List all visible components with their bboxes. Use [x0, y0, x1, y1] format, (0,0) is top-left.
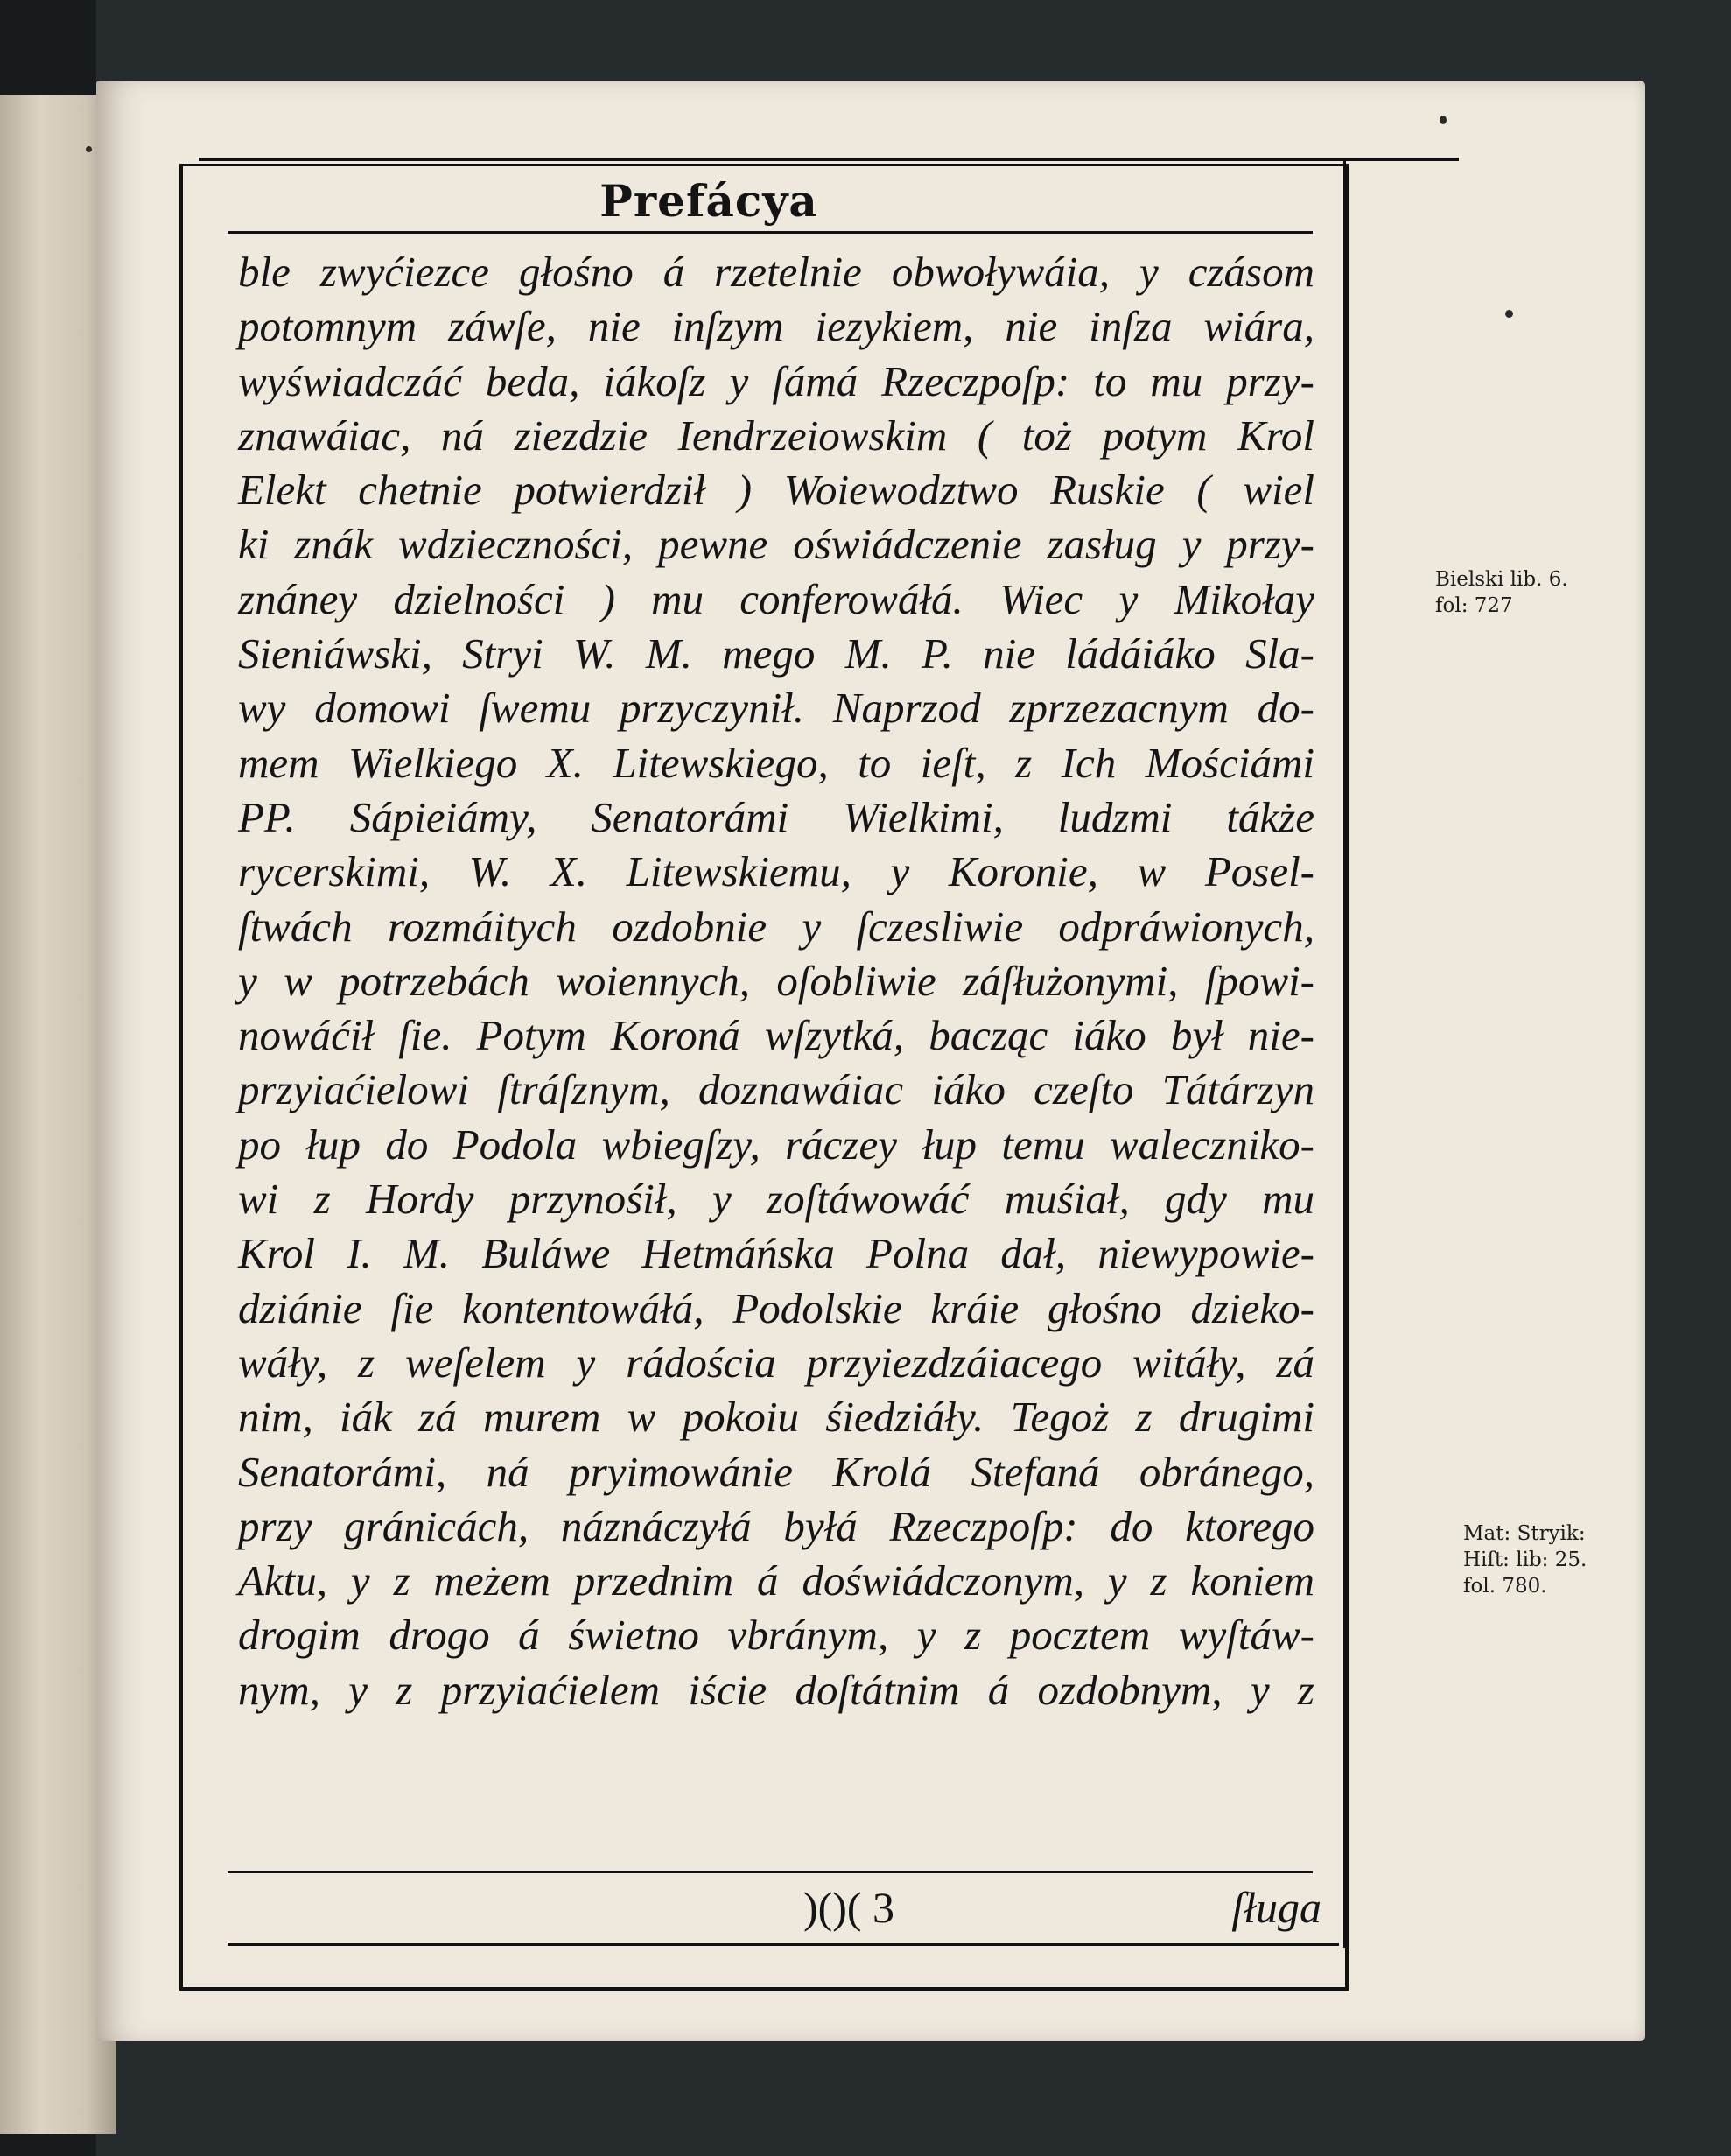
text-line: przyiaćielowi ſtráſznym, doznawáiac iáko czeſto Tátárzyn	[238, 1065, 1314, 1114]
text-line: Senatorámi, ná pryimowánie Krolá Stefaná obránego,	[238, 1447, 1314, 1496]
head-rule	[228, 231, 1313, 234]
text-line: nowáćił ſie. Potym Koroná wſzytká, bacząc iáko był nie-	[238, 1011, 1314, 1060]
text-line: wyświadczáć beda, iákoſz y ſámá Rzeczpoſp: to mu przy-	[238, 356, 1314, 405]
text-line: rycerskimi, W. X. Litewskiemu, y Koronie, w Posel-	[238, 847, 1314, 896]
foot-rule	[228, 1871, 1313, 1873]
text-line: potomnym záwſe, nie inſzym iezykiem, nie inſza wiára,	[238, 302, 1314, 351]
text-line: Krol I. M. Buláwe Hetmáńska Polna dał, niewypowie-	[238, 1229, 1314, 1278]
text-line: znawáiac, ná ziezdzie Iendrzeiowskim ( toż potym Krol	[238, 411, 1314, 460]
text-line: przy gránicách, náznáczyłá byłá Rzeczpoſp: do ktorego	[238, 1501, 1314, 1550]
marginal-note-line: Hiſt: lib: 25.	[1463, 1549, 1587, 1571]
running-head: Prefácya	[599, 175, 818, 227]
body-text	[238, 245, 1314, 1717]
text-line: y w potrzebách woiennych, oſobliwie záſłużonymi, ſpowi-	[238, 956, 1314, 1005]
paper-speck	[1440, 116, 1447, 124]
header-rule	[199, 158, 1459, 161]
marginal-note-line: fol: 727	[1435, 594, 1513, 617]
margin-rule	[1343, 158, 1346, 1948]
text-line: ſtwách rozmáitych ozdobnie y ſczesliwie odpráwionych,	[238, 902, 1314, 951]
text-line: nym, y z przyiaćielem iście doſtátnim á ozdobnym, y z	[238, 1665, 1314, 1714]
paper-speck	[86, 146, 92, 152]
marginal-note-bielski	[1435, 566, 1610, 619]
signature-mark: )()( 3	[802, 1883, 895, 1932]
marginal-note-stryjkowski	[1463, 1520, 1638, 1599]
text-line: znáney dzielności ) mu conferowáłá. Wiec y Mikołay	[238, 574, 1314, 623]
text-line: mem Wielkiego X. Litewskiego, to ieſt, z Ich Mościámi	[238, 738, 1314, 787]
marginal-note-line: Mat: Stryik:	[1463, 1522, 1586, 1545]
text-line: drogim drogo á świetno vbránym, y z pocztem wyſtáw-	[238, 1611, 1314, 1660]
book-page	[96, 81, 1645, 2041]
text-line: wi z Hordy przynośił, y zoſtáwowáć muśiał, gdy mu	[238, 1175, 1314, 1224]
text-line: wy domowi ſwemu przyczynił. Naprzod zprzezacnym do-	[238, 684, 1314, 733]
text-line: dziánie ſie kontentowáłá, Podolskie kráie głośno dzieko-	[238, 1283, 1314, 1332]
text-line: PP. Sápieiámy, Senatorámi Wielkimi, ludzmi tákże	[238, 792, 1314, 841]
text-line: ki znák wdzieczności, pewne oświádczenie zasług y przy-	[238, 520, 1314, 569]
bottom-rule	[228, 1943, 1339, 1946]
marginal-note-line: Bielski lib. 6.	[1435, 568, 1568, 591]
paper-speck	[1505, 310, 1513, 318]
text-line: Aktu, y z meżem przednim á doświádczonym, y z koniem	[238, 1556, 1314, 1605]
text-line: ble zwyćiezce głośno á rzetelnie obwoływáia, y czásom	[238, 248, 1314, 296]
text-line: Sieniáwski, Stryi W. M. mego M. P. nie ládáiáko Sla-	[238, 629, 1314, 678]
text-line: nim, iák zá murem w pokoiu śiedziáły. Tegoż z drugimi	[238, 1393, 1314, 1442]
text-line: Elekt chetnie potwierdził ) Woiewodztwo Ruskie ( wiel	[238, 466, 1314, 515]
text-line: po łup do Podola wbiegſzy, ráczey łup temu walecznikо-	[238, 1120, 1314, 1169]
catchword: ſługa	[1231, 1883, 1321, 1932]
marginal-note-line: fol. 780.	[1463, 1575, 1547, 1598]
text-line: wáły, z weſelem y rádościa przyiezdzáiacego witáły, zá	[238, 1338, 1314, 1387]
